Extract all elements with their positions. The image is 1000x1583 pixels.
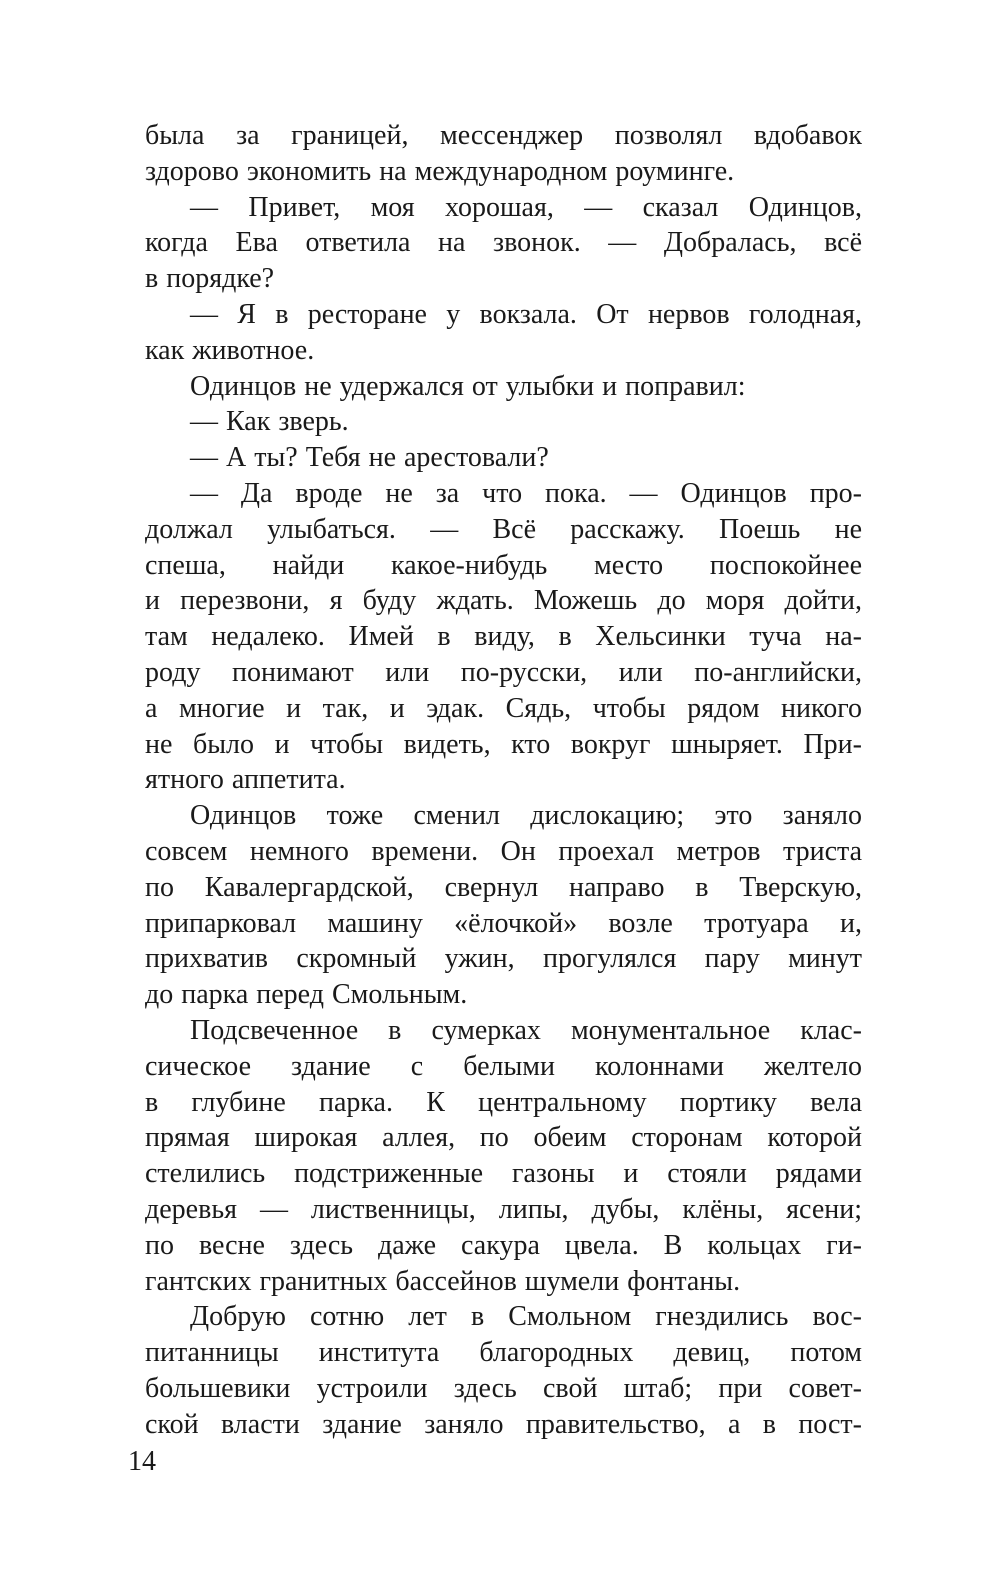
- paragraph: [145, 1013, 862, 1299]
- text-line: гантских гранитных бассейнов шумели фонтаны.: [145, 1265, 741, 1297]
- text-line: прямая широкая аллея, по обеим сторонам которой: [145, 1122, 862, 1154]
- paragraph: [145, 118, 862, 190]
- text-line: Подсвеченное в сумерках монументальное клас-: [190, 1014, 862, 1046]
- text-line: там недалеко. Имей в виду, в Хельсинки туча на-: [145, 621, 862, 653]
- paragraph: [145, 369, 862, 405]
- text-line: — А ты? Тебя не арестовали?: [190, 442, 549, 474]
- paragraph: [145, 297, 862, 369]
- text-line: деревья — лиственницы, липы, дубы, клёны, ясени;: [145, 1193, 862, 1225]
- text-line: как животное.: [145, 334, 315, 366]
- text-line: роду понимают или по-русски, или по-английски,: [145, 656, 862, 688]
- text-line: ской власти здание заняло правительство, а в пост-: [145, 1408, 862, 1440]
- text-line: по весне здесь даже сакура цвела. В кольцах ги-: [145, 1229, 862, 1261]
- text-line: а многие и так, и эдак. Сядь, чтобы рядом никого: [145, 692, 862, 724]
- paragraph: [145, 440, 862, 476]
- text-line: спеша, найди какое-нибудь место поспокойнее: [145, 549, 862, 581]
- text-line: по Кавалергардской, свернул направо в Тверскую,: [145, 871, 862, 903]
- text-line: была за границей, мессенджер позволял вдобавок: [145, 120, 862, 151]
- text-line: — Привет, моя хорошая, — сказал Одинцов,: [190, 191, 862, 223]
- paragraph: [145, 476, 862, 798]
- text-line: большевики устроили здесь свой штаб; при совет-: [145, 1372, 862, 1404]
- text-line: — Как зверь.: [190, 406, 349, 438]
- text-line: здорово экономить на международном роуминге.: [145, 155, 735, 187]
- text-line: стелились подстриженные газоны и стояли рядами: [145, 1158, 862, 1190]
- paragraph: [145, 1299, 862, 1442]
- text-line: до парка перед Смольным.: [145, 979, 468, 1011]
- page-number: 14: [128, 1446, 156, 1477]
- text-line: припарковал машину «ёлочкой» возле тротуара и,: [145, 907, 862, 939]
- text-line: питанницы института благородных девиц, потом: [145, 1337, 862, 1369]
- text-line: Одинцов тоже сменил дислокацию; это заняло: [190, 800, 862, 832]
- text-line: — Да вроде не за что пока. — Одинцов про-: [190, 477, 862, 509]
- text-line: прихватив скромный ужин, прогулялся пару минут: [145, 943, 862, 975]
- page-text: [145, 118, 862, 1442]
- paragraph: [145, 798, 862, 1013]
- text-line: — Я в ресторане у вокзала. От нервов голодная,: [190, 298, 862, 330]
- text-line: Одинцов не удержался от улыбки и поправил:: [190, 370, 746, 402]
- paragraph: [145, 190, 862, 297]
- text-line: в порядке?: [145, 263, 275, 295]
- text-line: ятного аппетита.: [145, 764, 346, 796]
- text-line: совсем немного времени. Он проехал метров триста: [145, 835, 862, 867]
- text-line: Добрую сотню лет в Смольном гнездились вос-: [190, 1301, 862, 1333]
- text-line: и перезвони, я буду ждать. Можешь до моря дойти,: [145, 585, 862, 617]
- text-line: сическое здание с белыми колоннами желтело: [145, 1050, 862, 1082]
- text-line: в глубине парка. К центральному портику вела: [145, 1086, 862, 1118]
- text-line: когда Ева ответила на звонок. — Добралась, всё: [145, 227, 862, 259]
- paragraph: [145, 404, 862, 440]
- text-line: не было и чтобы видеть, кто вокруг шныряет. При-: [145, 728, 862, 760]
- text-line: должал улыбаться. — Всё расскажу. Поешь не: [145, 513, 862, 545]
